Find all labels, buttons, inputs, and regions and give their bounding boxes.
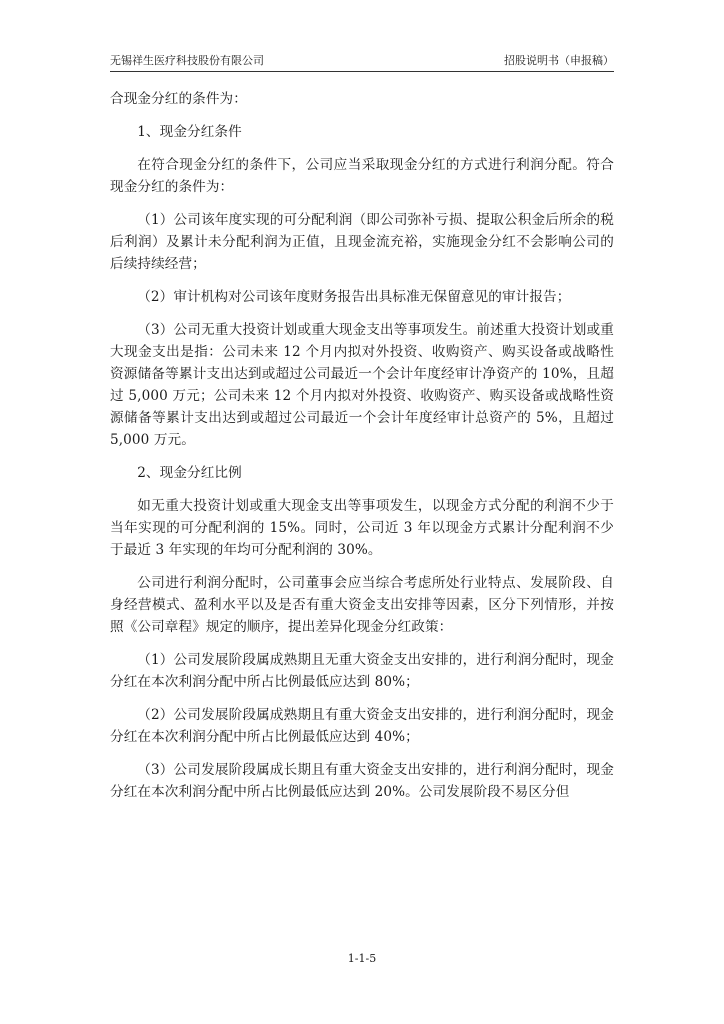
paragraph: （1）公司发展阶段属成熟期且无重大资金支出安排的，进行利润分配时，现金分红在本次利润分配中所占比例最低应达到 80%； xyxy=(110,652,614,690)
paragraph: 合现金分红的条件为： xyxy=(110,91,247,107)
paragraph: 公司进行利润分配时，公司董事会应当综合考虑所处行业特点、发展阶段、自身经营模式、盈利水平以及是否有重大资金支出安排等因素，区分下列情形，并按照《公司章程》规定的顺序，提出差异化现金分红政策： xyxy=(110,575,614,635)
paragraph: （2）审计机构对公司该年度财务报告出具标准无保留意见的审计报告； xyxy=(137,289,571,305)
paragraph: （3）公司无重大投资计划或重大现金支出等事项发生。前述重大投资计划或重大现金支出是指：公司未来 12 个月内拟对外投资、收购资产、购买设备或战略性资源储备等累计支出达到或超过公司最近一个会计年度经审计净资产的 10%，且超过 5,000 万元；公司未来 12 个月内拟对外投资、收购资产、购买设备或战略性资源储备等累计支出达到或超过公司最近一个会计年度经审计总资产的 5%，且超过 5,000 万元。 xyxy=(110,322,614,448)
document-body xyxy=(110,88,614,814)
section-heading: 1、现金分红条件 xyxy=(137,124,242,140)
document-type: 招股说明书（申报稿） xyxy=(504,54,614,67)
page-number: 1-1-5 xyxy=(347,952,377,965)
paragraph: 如无重大投资计划或重大现金支出等事项发生，以现金方式分配的利润不少于当年实现的可分配利润的 15%。同时，公司近 3 年以现金方式累计分配利润不少于最近 3 年实现的年均可分配利润的 30%。 xyxy=(110,498,614,558)
paragraph: （3）公司发展阶段属成长期且有重大资金支出安排的，进行利润分配时，现金分红在本次利润分配中所占比例最低应达到 20%。公司发展阶段不易区分但 xyxy=(110,762,614,800)
paragraph: 在符合现金分红的条件下，公司应当采取现金分红的方式进行利润分配。符合现金分红的条件为： xyxy=(110,157,614,195)
section-heading: 2、现金分红比例 xyxy=(137,465,242,481)
page-header xyxy=(110,48,614,72)
paragraph: （1）公司该年度实现的可分配利润（即公司弥补亏损、提取公积金后所余的税后利润）及累计未分配利润为正值，且现金流充裕，实施现金分红不会影响公司的后续持续经营； xyxy=(110,212,614,272)
company-name: 无锡祥生医疗科技股份有限公司 xyxy=(110,54,264,67)
paragraph: （2）公司发展阶段属成熟期且有重大资金支出安排的，进行利润分配时，现金分红在本次利润分配中所占比例最低应达到 40%； xyxy=(110,707,614,745)
